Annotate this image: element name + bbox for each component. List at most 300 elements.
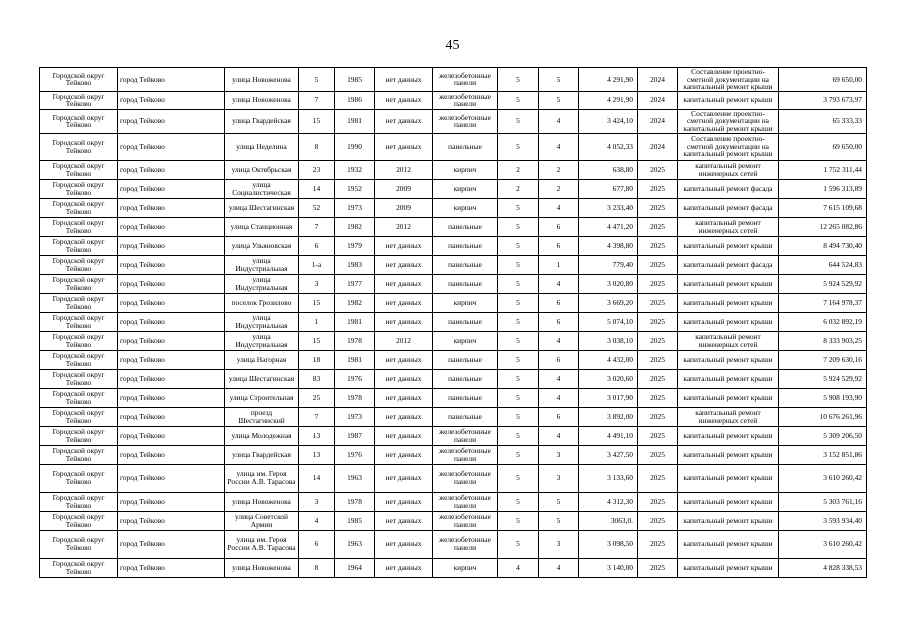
work-type-cell: капитальный ремонт крыши bbox=[678, 274, 779, 293]
entrances-cell: 5 bbox=[539, 492, 579, 511]
table-row bbox=[40, 133, 867, 160]
area-cell: 3063,0. bbox=[579, 511, 638, 530]
locality-cell: город Тейково bbox=[118, 558, 225, 577]
cost-cell: 69 650,00 bbox=[779, 133, 867, 160]
overhaul-year-cell: 2009 bbox=[375, 179, 433, 198]
street-cell: улица Строительная bbox=[225, 388, 299, 407]
work-type-cell: капитальный ремонт крыши bbox=[678, 312, 779, 331]
locality-cell: город Тейково bbox=[118, 293, 225, 312]
work-type-cell: капитальный ремонт инженерных сетей bbox=[678, 331, 779, 350]
locality-cell: город Тейково bbox=[118, 160, 225, 179]
area-cell: 3 017,90 bbox=[579, 388, 638, 407]
cost-cell: 3 793 673,97 bbox=[779, 91, 867, 109]
wall-material-cell: панельные bbox=[433, 255, 498, 274]
wall-material-cell: железобетонные панели bbox=[433, 68, 498, 92]
year-built-cell: 1982 bbox=[335, 217, 375, 236]
cost-cell: 8 333 903,25 bbox=[779, 331, 867, 350]
locality-cell: город Тейково bbox=[118, 331, 225, 350]
area-cell: 4 398,80 bbox=[579, 236, 638, 255]
municipality-cell: Городской округ Тейково bbox=[40, 369, 118, 388]
work-type-cell: капитальный ремонт фасада bbox=[678, 198, 779, 217]
overhaul-year-cell: 2012 bbox=[375, 217, 433, 236]
municipality-cell: Городской округ Тейково bbox=[40, 68, 118, 92]
plan-year-cell: 2025 bbox=[638, 198, 678, 217]
year-built-cell: 1976 bbox=[335, 369, 375, 388]
overhaul-year-cell: нет данных bbox=[375, 133, 433, 160]
table-row bbox=[40, 217, 867, 236]
house-number-cell: 8 bbox=[299, 133, 335, 160]
cost-cell: 5 924 529,92 bbox=[779, 369, 867, 388]
plan-year-cell: 2025 bbox=[638, 179, 678, 198]
year-built-cell: 1982 bbox=[335, 293, 375, 312]
overhaul-year-cell: 2012 bbox=[375, 160, 433, 179]
wall-material-cell: железобетонные панели bbox=[433, 511, 498, 530]
year-built-cell: 1973 bbox=[335, 198, 375, 217]
overhaul-year-cell: 2009 bbox=[375, 198, 433, 217]
plan-year-cell: 2025 bbox=[638, 511, 678, 530]
street-cell: улица Индустриальная bbox=[225, 274, 299, 293]
work-type-cell: Составление проектно-сметной документации на капитальный ремонт крыши bbox=[678, 68, 779, 92]
municipality-cell: Городской округ Тейково bbox=[40, 236, 118, 255]
locality-cell: город Тейково bbox=[118, 91, 225, 109]
entrances-cell: 6 bbox=[539, 217, 579, 236]
street-cell: улица Новоженова bbox=[225, 68, 299, 92]
year-built-cell: 1952 bbox=[335, 179, 375, 198]
street-cell: улица Ульяновская bbox=[225, 236, 299, 255]
house-number-cell: 23 bbox=[299, 160, 335, 179]
cost-cell: 10 676 261,96 bbox=[779, 407, 867, 426]
plan-year-cell: 2025 bbox=[638, 388, 678, 407]
floors-cell: 5 bbox=[498, 426, 539, 445]
plan-year-cell: 2024 bbox=[638, 109, 678, 133]
wall-material-cell: железобетонные панели bbox=[433, 445, 498, 464]
work-type-cell: капитальный ремонт крыши bbox=[678, 426, 779, 445]
house-number-cell: 52 bbox=[299, 198, 335, 217]
entrances-cell: 6 bbox=[539, 293, 579, 312]
area-cell: 4 432,00 bbox=[579, 350, 638, 369]
wall-material-cell: кирпич bbox=[433, 558, 498, 577]
house-number-cell: 15 bbox=[299, 109, 335, 133]
municipality-cell: Городской округ Тейково bbox=[40, 445, 118, 464]
locality-cell: город Тейково bbox=[118, 217, 225, 236]
entrances-cell: 1 bbox=[539, 255, 579, 274]
table-row bbox=[40, 511, 867, 530]
table-row bbox=[40, 530, 867, 558]
house-number-cell: 7 bbox=[299, 91, 335, 109]
floors-cell: 5 bbox=[498, 369, 539, 388]
work-type-cell: капитальный ремонт крыши bbox=[678, 350, 779, 369]
work-type-cell: капитальный ремонт крыши bbox=[678, 91, 779, 109]
plan-year-cell: 2025 bbox=[638, 350, 678, 369]
plan-year-cell: 2025 bbox=[638, 255, 678, 274]
locality-cell: город Тейково bbox=[118, 426, 225, 445]
house-number-cell: 14 bbox=[299, 464, 335, 492]
work-type-cell: капитальный ремонт крыши bbox=[678, 445, 779, 464]
floors-cell: 2 bbox=[498, 179, 539, 198]
table-row bbox=[40, 331, 867, 350]
plan-year-cell: 2025 bbox=[638, 369, 678, 388]
municipality-cell: Городской округ Тейково bbox=[40, 464, 118, 492]
cost-cell: 3 610 260,42 bbox=[779, 464, 867, 492]
year-built-cell: 1963 bbox=[335, 464, 375, 492]
year-built-cell: 1981 bbox=[335, 350, 375, 369]
work-type-cell: Составление проектно-сметной документации на капитальный ремонт крыши bbox=[678, 109, 779, 133]
area-cell: 4 491,10 bbox=[579, 426, 638, 445]
plan-year-cell: 2025 bbox=[638, 274, 678, 293]
municipality-cell: Городской округ Тейково bbox=[40, 331, 118, 350]
floors-cell: 5 bbox=[498, 109, 539, 133]
cost-cell: 4 828 338,53 bbox=[779, 558, 867, 577]
house-number-cell: 13 bbox=[299, 426, 335, 445]
municipality-cell: Городской округ Тейково bbox=[40, 312, 118, 331]
street-cell: поселок Грозилово bbox=[225, 293, 299, 312]
locality-cell: город Тейково bbox=[118, 350, 225, 369]
table-row bbox=[40, 198, 867, 217]
street-cell: улица Индустриальная bbox=[225, 331, 299, 350]
entrances-cell: 4 bbox=[539, 109, 579, 133]
wall-material-cell: панельные bbox=[433, 133, 498, 160]
area-cell: 3 133,60 bbox=[579, 464, 638, 492]
locality-cell: город Тейково bbox=[118, 236, 225, 255]
floors-cell: 5 bbox=[498, 350, 539, 369]
year-built-cell: 1978 bbox=[335, 388, 375, 407]
overhaul-year-cell: 2012 bbox=[375, 331, 433, 350]
year-built-cell: 1986 bbox=[335, 91, 375, 109]
floors-cell: 5 bbox=[498, 407, 539, 426]
area-cell: 3 669,20 bbox=[579, 293, 638, 312]
wall-material-cell: панельные bbox=[433, 236, 498, 255]
area-cell: 3 038,10 bbox=[579, 331, 638, 350]
street-cell: улица Шестагинская bbox=[225, 369, 299, 388]
entrances-cell: 4 bbox=[539, 558, 579, 577]
wall-material-cell: панельные bbox=[433, 369, 498, 388]
table-row bbox=[40, 274, 867, 293]
area-cell: 638,80 bbox=[579, 160, 638, 179]
area-cell: 4 291,90 bbox=[579, 68, 638, 92]
municipality-cell: Городской округ Тейково bbox=[40, 255, 118, 274]
floors-cell: 5 bbox=[498, 274, 539, 293]
year-built-cell: 1985 bbox=[335, 511, 375, 530]
cost-cell: 5 924 529,92 bbox=[779, 274, 867, 293]
work-type-cell: капитальный ремонт инженерных сетей bbox=[678, 407, 779, 426]
overhaul-year-cell: нет данных bbox=[375, 407, 433, 426]
overhaul-year-cell: нет данных bbox=[375, 91, 433, 109]
municipality-cell: Городской округ Тейково bbox=[40, 426, 118, 445]
floors-cell: 5 bbox=[498, 217, 539, 236]
overhaul-year-cell: нет данных bbox=[375, 293, 433, 312]
table-row bbox=[40, 492, 867, 511]
street-cell: улица Октябрьская bbox=[225, 160, 299, 179]
work-type-cell: капитальный ремонт крыши bbox=[678, 293, 779, 312]
entrances-cell: 6 bbox=[539, 312, 579, 331]
plan-year-cell: 2025 bbox=[638, 445, 678, 464]
street-cell: улица Советской Армии bbox=[225, 511, 299, 530]
municipality-cell: Городской округ Тейково bbox=[40, 511, 118, 530]
table-row bbox=[40, 407, 867, 426]
work-type-cell: капитальный ремонт крыши bbox=[678, 492, 779, 511]
floors-cell: 5 bbox=[498, 198, 539, 217]
year-built-cell: 1963 bbox=[335, 530, 375, 558]
area-cell: 3 233,40 bbox=[579, 198, 638, 217]
municipality-cell: Городской округ Тейково bbox=[40, 350, 118, 369]
cost-cell: 5 908 193,90 bbox=[779, 388, 867, 407]
entrances-cell: 3 bbox=[539, 464, 579, 492]
municipality-cell: Городской округ Тейково bbox=[40, 198, 118, 217]
wall-material-cell: железобетонные панели bbox=[433, 530, 498, 558]
table-row bbox=[40, 464, 867, 492]
entrances-cell: 4 bbox=[539, 388, 579, 407]
floors-cell: 5 bbox=[498, 331, 539, 350]
house-number-cell: 6 bbox=[299, 236, 335, 255]
cost-cell: 7 164 978,37 bbox=[779, 293, 867, 312]
table-row bbox=[40, 426, 867, 445]
locality-cell: город Тейково bbox=[118, 109, 225, 133]
floors-cell: 5 bbox=[498, 445, 539, 464]
table-row bbox=[40, 350, 867, 369]
work-type-cell: капитальный ремонт крыши bbox=[678, 388, 779, 407]
house-number-cell: 8 bbox=[299, 558, 335, 577]
municipality-cell: Городской округ Тейково bbox=[40, 133, 118, 160]
wall-material-cell: железобетонные панели bbox=[433, 426, 498, 445]
year-built-cell: 1979 bbox=[335, 236, 375, 255]
area-cell: 3 424,10 bbox=[579, 109, 638, 133]
work-type-cell: капитальный ремонт фасада bbox=[678, 179, 779, 198]
year-built-cell: 1964 bbox=[335, 558, 375, 577]
locality-cell: город Тейково bbox=[118, 133, 225, 160]
overhaul-year-cell: нет данных bbox=[375, 445, 433, 464]
wall-material-cell: кирпич bbox=[433, 160, 498, 179]
plan-year-cell: 2025 bbox=[638, 407, 678, 426]
year-built-cell: 1981 bbox=[335, 312, 375, 331]
year-built-cell: 1978 bbox=[335, 492, 375, 511]
floors-cell: 5 bbox=[498, 91, 539, 109]
entrances-cell: 4 bbox=[539, 133, 579, 160]
plan-year-cell: 2025 bbox=[638, 312, 678, 331]
overhaul-year-cell: нет данных bbox=[375, 236, 433, 255]
locality-cell: город Тейково bbox=[118, 492, 225, 511]
table-row bbox=[40, 68, 867, 92]
table-row bbox=[40, 109, 867, 133]
overhaul-year-cell: нет данных bbox=[375, 511, 433, 530]
repair-program-table bbox=[39, 67, 867, 578]
year-built-cell: 1976 bbox=[335, 445, 375, 464]
wall-material-cell: панельные bbox=[433, 388, 498, 407]
work-type-cell: капитальный ремонт фасада bbox=[678, 255, 779, 274]
plan-year-cell: 2024 bbox=[638, 68, 678, 92]
floors-cell: 5 bbox=[498, 293, 539, 312]
house-number-cell: 1 bbox=[299, 312, 335, 331]
year-built-cell: 1983 bbox=[335, 255, 375, 274]
locality-cell: город Тейково bbox=[118, 407, 225, 426]
entrances-cell: 3 bbox=[539, 445, 579, 464]
table-row bbox=[40, 179, 867, 198]
wall-material-cell: панельные bbox=[433, 217, 498, 236]
plan-year-cell: 2024 bbox=[638, 133, 678, 160]
plan-year-cell: 2025 bbox=[638, 236, 678, 255]
street-cell: улица Индустриальная bbox=[225, 312, 299, 331]
overhaul-year-cell: нет данных bbox=[375, 274, 433, 293]
table-row bbox=[40, 236, 867, 255]
work-type-cell: капитальный ремонт крыши bbox=[678, 558, 779, 577]
wall-material-cell: панельные bbox=[433, 274, 498, 293]
work-type-cell: Составление проектно-сметной документации на капитальный ремонт крыши bbox=[678, 133, 779, 160]
entrances-cell: 6 bbox=[539, 236, 579, 255]
wall-material-cell: панельные bbox=[433, 312, 498, 331]
locality-cell: город Тейково bbox=[118, 274, 225, 293]
house-number-cell: 3 bbox=[299, 274, 335, 293]
floors-cell: 5 bbox=[498, 255, 539, 274]
table-row bbox=[40, 91, 867, 109]
cost-cell: 6 032 892,19 bbox=[779, 312, 867, 331]
area-cell: 3 140,00 bbox=[579, 558, 638, 577]
cost-cell: 1 596 313,89 bbox=[779, 179, 867, 198]
house-number-cell: 14 bbox=[299, 179, 335, 198]
plan-year-cell: 2025 bbox=[638, 160, 678, 179]
entrances-cell: 4 bbox=[539, 274, 579, 293]
area-cell: 779,40 bbox=[579, 255, 638, 274]
table-row bbox=[40, 388, 867, 407]
floors-cell: 2 bbox=[498, 160, 539, 179]
floors-cell: 5 bbox=[498, 464, 539, 492]
cost-cell: 5 303 761,16 bbox=[779, 492, 867, 511]
entrances-cell: 4 bbox=[539, 198, 579, 217]
cost-cell: 12 265 082,86 bbox=[779, 217, 867, 236]
area-cell: 4 052,33 bbox=[579, 133, 638, 160]
entrances-cell: 5 bbox=[539, 91, 579, 109]
plan-year-cell: 2025 bbox=[638, 217, 678, 236]
entrances-cell: 4 bbox=[539, 331, 579, 350]
municipality-cell: Городской округ Тейково bbox=[40, 293, 118, 312]
locality-cell: город Тейково bbox=[118, 445, 225, 464]
locality-cell: город Тейково bbox=[118, 198, 225, 217]
plan-year-cell: 2025 bbox=[638, 426, 678, 445]
floors-cell: 5 bbox=[498, 68, 539, 92]
overhaul-year-cell: нет данных bbox=[375, 312, 433, 331]
street-cell: улица Станционная bbox=[225, 217, 299, 236]
wall-material-cell: кирпич bbox=[433, 293, 498, 312]
table-row bbox=[40, 312, 867, 331]
plan-year-cell: 2025 bbox=[638, 558, 678, 577]
house-number-cell: 5 bbox=[299, 68, 335, 92]
house-number-cell: 18 bbox=[299, 350, 335, 369]
work-type-cell: капитальный ремонт крыши bbox=[678, 236, 779, 255]
entrances-cell: 4 bbox=[539, 369, 579, 388]
wall-material-cell: панельные bbox=[433, 407, 498, 426]
street-cell: улица Гвардейская bbox=[225, 445, 299, 464]
cost-cell: 5 309 206,50 bbox=[779, 426, 867, 445]
overhaul-year-cell: нет данных bbox=[375, 369, 433, 388]
plan-year-cell: 2024 bbox=[638, 91, 678, 109]
overhaul-year-cell: нет данных bbox=[375, 109, 433, 133]
municipality-cell: Городской округ Тейково bbox=[40, 179, 118, 198]
overhaul-year-cell: нет данных bbox=[375, 426, 433, 445]
area-cell: 677,80 bbox=[579, 179, 638, 198]
table-row bbox=[40, 445, 867, 464]
street-cell: улица Неделина bbox=[225, 133, 299, 160]
municipality-cell: Городской округ Тейково bbox=[40, 388, 118, 407]
year-built-cell: 1932 bbox=[335, 160, 375, 179]
work-type-cell: капитальный ремонт инженерных сетей bbox=[678, 160, 779, 179]
floors-cell: 5 bbox=[498, 236, 539, 255]
plan-year-cell: 2025 bbox=[638, 464, 678, 492]
cost-cell: 7 209 630,16 bbox=[779, 350, 867, 369]
plan-year-cell: 2025 bbox=[638, 492, 678, 511]
table-row bbox=[40, 160, 867, 179]
street-cell: улица Индустриальная bbox=[225, 255, 299, 274]
municipality-cell: Городской округ Тейково bbox=[40, 492, 118, 511]
house-number-cell: 13 bbox=[299, 445, 335, 464]
street-cell: улица Новоженова bbox=[225, 91, 299, 109]
house-number-cell: 15 bbox=[299, 293, 335, 312]
locality-cell: город Тейково bbox=[118, 179, 225, 198]
wall-material-cell: железобетонные панели bbox=[433, 464, 498, 492]
area-cell: 3 020,80 bbox=[579, 274, 638, 293]
street-cell: улица Новоженова bbox=[225, 492, 299, 511]
floors-cell: 5 bbox=[498, 511, 539, 530]
overhaul-year-cell: нет данных bbox=[375, 492, 433, 511]
municipality-cell: Городской округ Тейково bbox=[40, 91, 118, 109]
house-number-cell: 7 bbox=[299, 217, 335, 236]
year-built-cell: 1985 bbox=[335, 68, 375, 92]
entrances-cell: 6 bbox=[539, 350, 579, 369]
wall-material-cell: кирпич bbox=[433, 198, 498, 217]
area-cell: 3 020,60 bbox=[579, 369, 638, 388]
entrances-cell: 3 bbox=[539, 530, 579, 558]
municipality-cell: Городской округ Тейково bbox=[40, 217, 118, 236]
street-cell: улица Новоженова bbox=[225, 558, 299, 577]
entrances-cell: 2 bbox=[539, 160, 579, 179]
street-cell: улица Шестагинская bbox=[225, 198, 299, 217]
cost-cell: 69 650,00 bbox=[779, 68, 867, 92]
plan-year-cell: 2025 bbox=[638, 293, 678, 312]
overhaul-year-cell: нет данных bbox=[375, 388, 433, 407]
year-built-cell: 1987 bbox=[335, 426, 375, 445]
plan-year-cell: 2025 bbox=[638, 530, 678, 558]
overhaul-year-cell: нет данных bbox=[375, 255, 433, 274]
house-number-cell: 1-а bbox=[299, 255, 335, 274]
house-number-cell: 25 bbox=[299, 388, 335, 407]
entrances-cell: 5 bbox=[539, 68, 579, 92]
street-cell: улица Социалистическая bbox=[225, 179, 299, 198]
year-built-cell: 1973 bbox=[335, 407, 375, 426]
overhaul-year-cell: нет данных bbox=[375, 68, 433, 92]
street-cell: улица Молодежная bbox=[225, 426, 299, 445]
street-cell: улица им. Героя России А.В. Тарасова bbox=[225, 464, 299, 492]
plan-year-cell: 2025 bbox=[638, 331, 678, 350]
table-row bbox=[40, 293, 867, 312]
entrances-cell: 5 bbox=[539, 511, 579, 530]
area-cell: 3 098,50 bbox=[579, 530, 638, 558]
street-cell: улица Нагорная bbox=[225, 350, 299, 369]
area-cell: 3 892,00 bbox=[579, 407, 638, 426]
floors-cell: 4 bbox=[498, 558, 539, 577]
overhaul-year-cell: нет данных bbox=[375, 558, 433, 577]
wall-material-cell: панельные bbox=[433, 350, 498, 369]
cost-cell: 3 152 851,86 bbox=[779, 445, 867, 464]
floors-cell: 5 bbox=[498, 492, 539, 511]
overhaul-year-cell: нет данных bbox=[375, 350, 433, 369]
year-built-cell: 1990 bbox=[335, 133, 375, 160]
floors-cell: 5 bbox=[498, 530, 539, 558]
overhaul-year-cell: нет данных bbox=[375, 530, 433, 558]
locality-cell: город Тейково bbox=[118, 68, 225, 92]
floors-cell: 5 bbox=[498, 388, 539, 407]
municipality-cell: Городской округ Тейково bbox=[40, 407, 118, 426]
locality-cell: город Тейково bbox=[118, 511, 225, 530]
table-row bbox=[40, 369, 867, 388]
house-number-cell: 7 bbox=[299, 407, 335, 426]
cost-cell: 3 610 260,42 bbox=[779, 530, 867, 558]
